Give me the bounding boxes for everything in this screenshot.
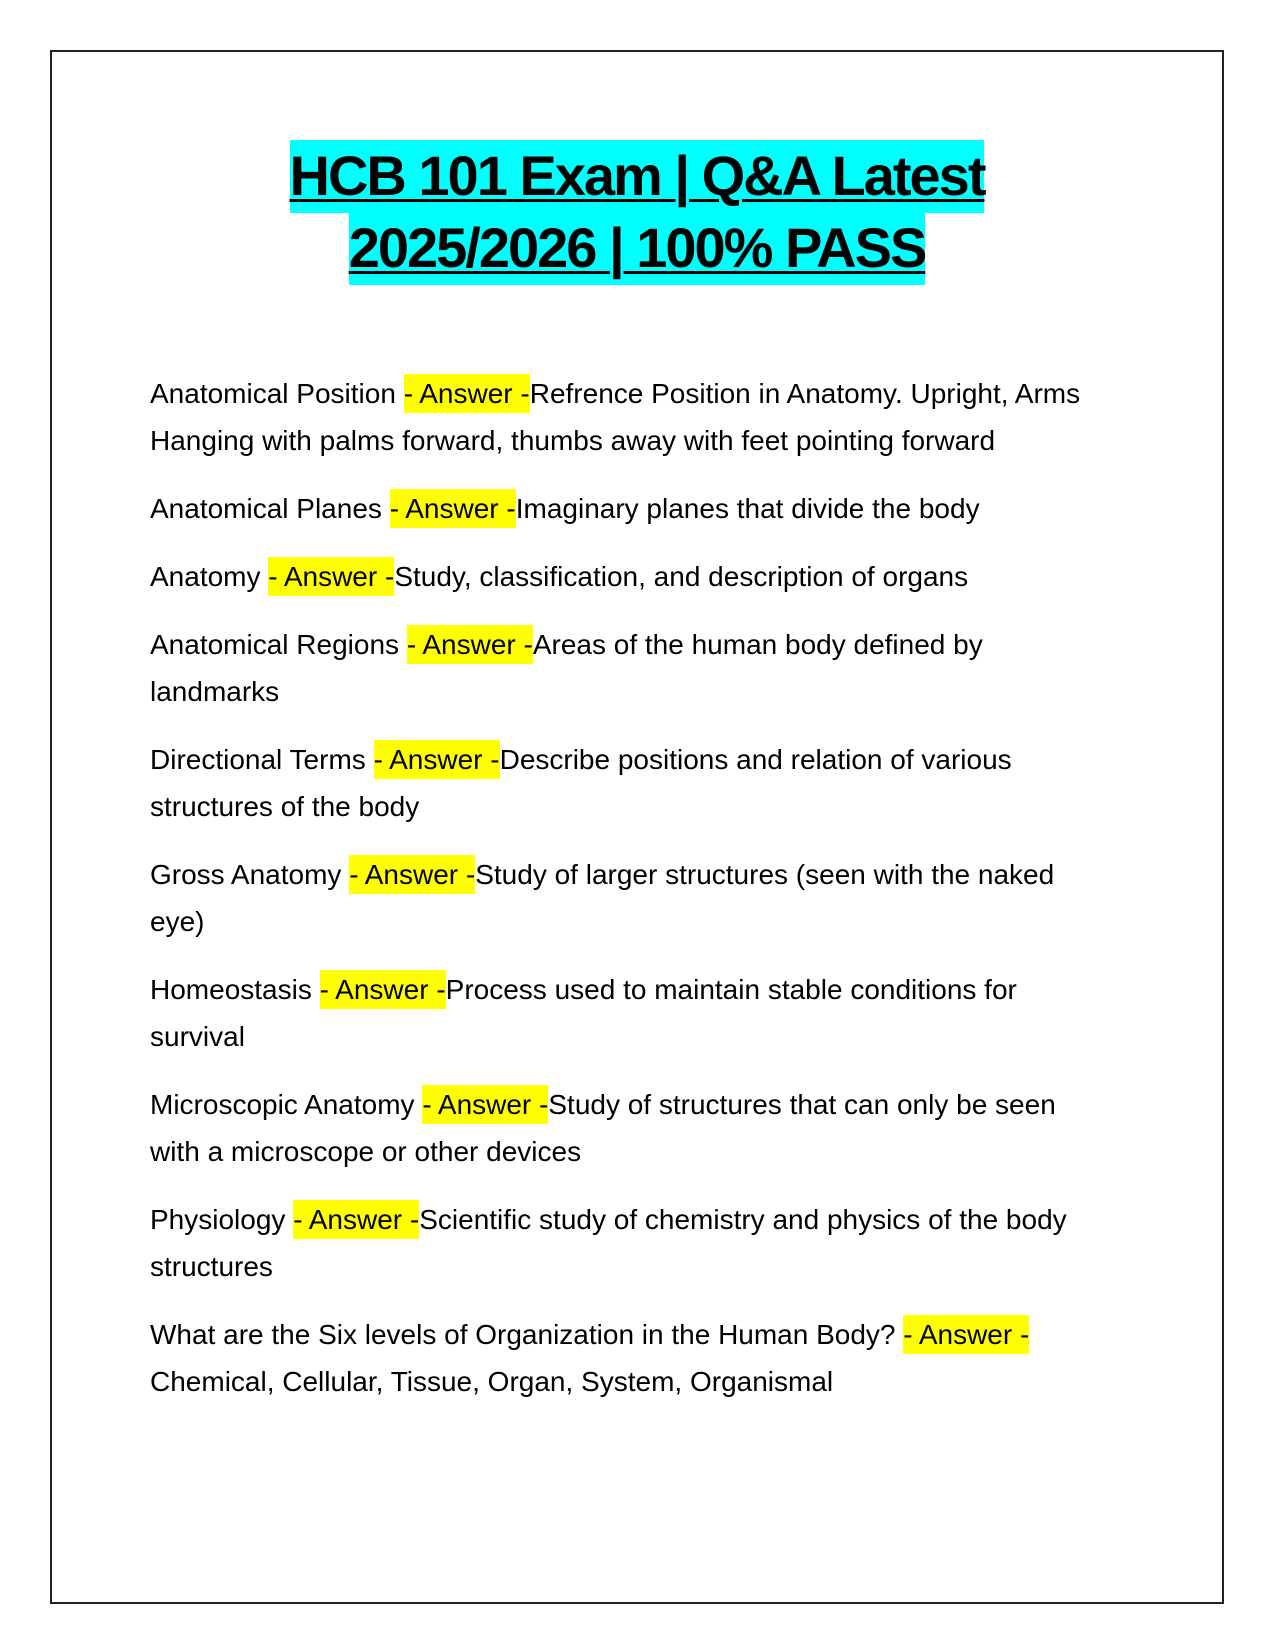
qa-term: Microscopic Anatomy [150, 1089, 423, 1120]
qa-answer: Study of larger structures (seen with the naked eye) [150, 859, 1055, 937]
answer-marker: - Answer - [349, 855, 475, 894]
document-title [50, 140, 1224, 284]
answer-marker: - Answer - [404, 374, 530, 413]
qa-term: Anatomical Regions [150, 629, 407, 660]
qa-term: Directional Terms [150, 744, 374, 775]
title-line-1: HCB 101 Exam | Q&A Latest [290, 140, 985, 213]
qa-item [150, 1311, 1110, 1405]
answer-marker: - Answer - [390, 489, 516, 528]
answer-marker: - Answer - [374, 740, 500, 779]
qa-term: Anatomical Position [150, 378, 404, 409]
qa-item [150, 966, 1110, 1060]
qa-item [150, 370, 1110, 464]
qa-term: Homeostasis [150, 974, 320, 1005]
qa-answer: Scientific study of chemistry and physics of the body structures [150, 1204, 1067, 1282]
qa-item [150, 621, 1110, 715]
qa-answer: Describe positions and relation of various structures of the body [150, 744, 1012, 822]
answer-marker: - Answer - [903, 1315, 1029, 1354]
title-line-2: 2025/2026 | 100% PASS [349, 212, 926, 285]
qa-term: What are the Six levels of Organization in the Human Body? [150, 1319, 904, 1350]
qa-answer: Process used to maintain stable conditions for survival [150, 974, 1017, 1052]
qa-list [150, 370, 1110, 1426]
qa-answer: Refrence Position in Anatomy. Upright, Arms Hanging with palms forward, thumbs away with feet pointing forward [150, 378, 1081, 456]
qa-answer: Study, classification, and description of organs [394, 561, 969, 592]
qa-answer: Imaginary planes that divide the body [515, 493, 980, 524]
answer-marker: - Answer - [422, 1085, 548, 1124]
answer-marker: - Answer - [293, 1200, 419, 1239]
qa-item [150, 553, 1110, 600]
qa-answer: Chemical, Cellular, Tissue, Organ, System, Organismal [150, 1366, 834, 1397]
qa-answer: Study of structures that can only be seen with a microscope or other devices [150, 1089, 1056, 1167]
answer-marker: - Answer - [268, 557, 394, 596]
qa-item [150, 736, 1110, 830]
answer-marker: - Answer - [407, 625, 533, 664]
qa-item [150, 1196, 1110, 1290]
answer-marker: - Answer - [320, 970, 446, 1009]
qa-term: Physiology [150, 1204, 294, 1235]
qa-item [150, 1081, 1110, 1175]
qa-answer: Areas of the human body defined by landmarks [150, 629, 983, 707]
qa-item [150, 851, 1110, 945]
qa-term: Gross Anatomy [150, 859, 350, 890]
qa-term: Anatomy [150, 561, 269, 592]
qa-term: Anatomical Planes [150, 493, 390, 524]
qa-item [150, 485, 1110, 532]
